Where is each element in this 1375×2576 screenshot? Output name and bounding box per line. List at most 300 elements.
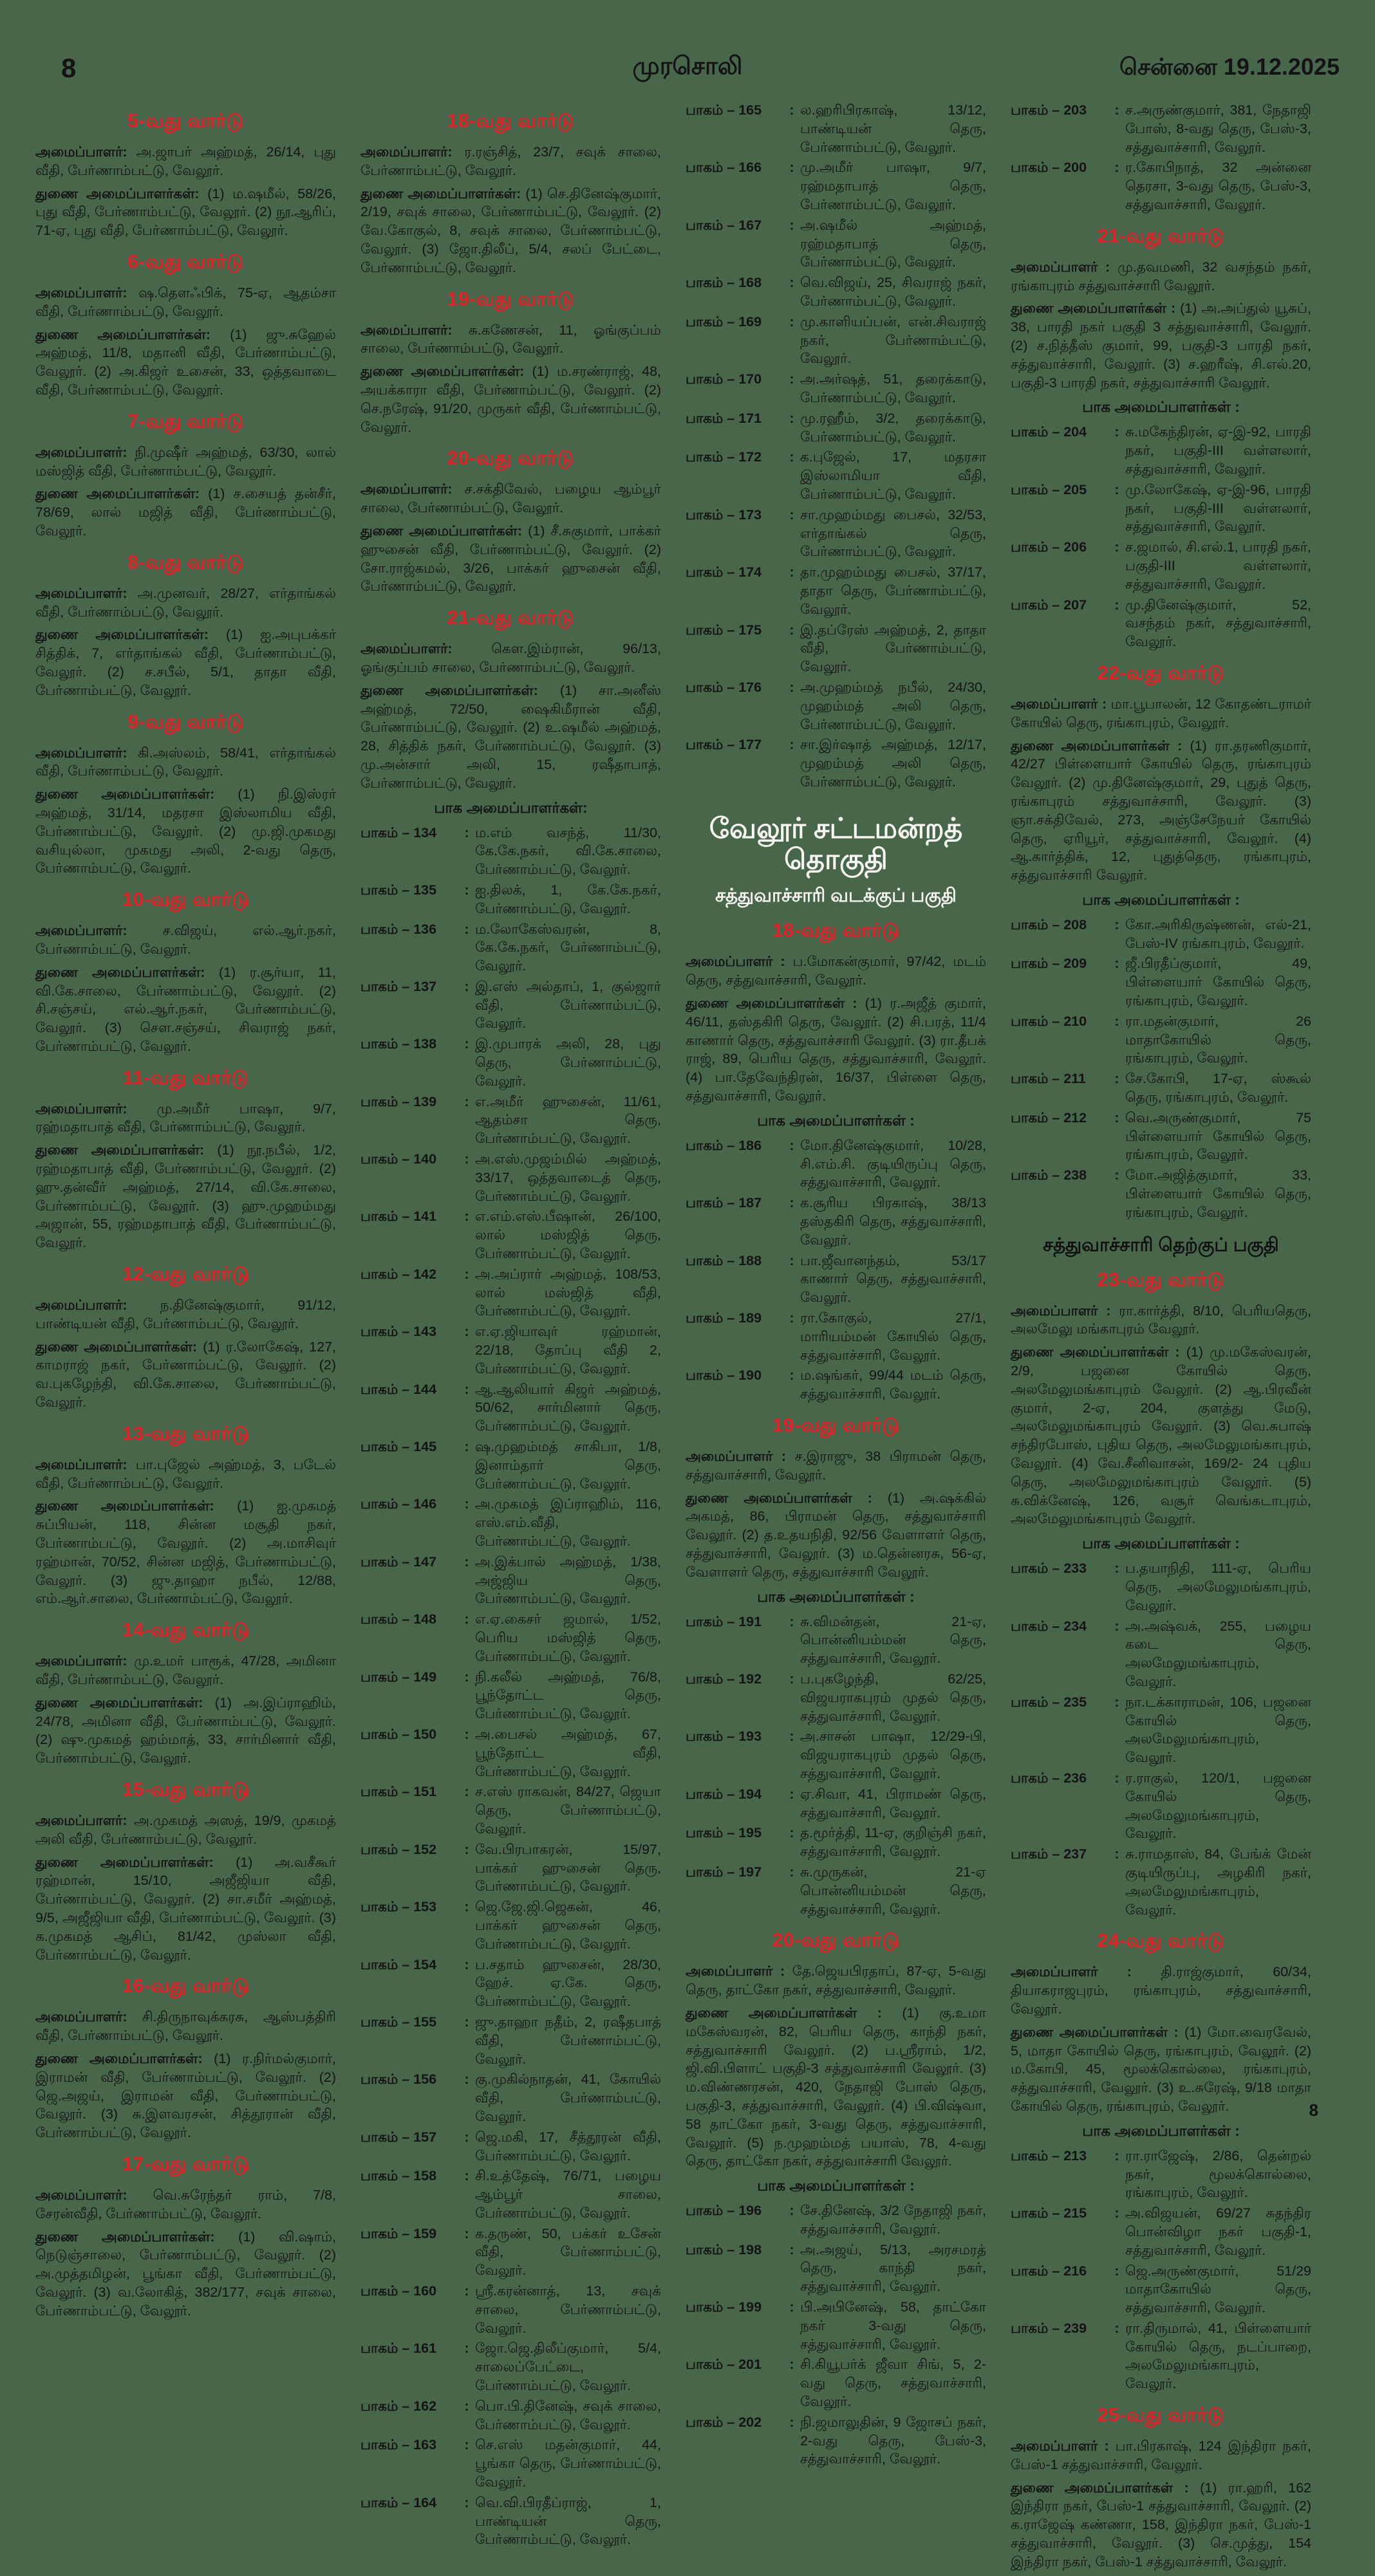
part-colon: :: [789, 1864, 794, 1880]
organizer-label: துணை அமைப்பாளர்கள் :: [1011, 737, 1190, 754]
organizer-paragraph: அமைப்பாளர் : ப.மோகன்குமார், 97/42, மடம் தெரு, சத்துவாச்சாரி, வேலூர்.: [686, 954, 987, 988]
organizer-label: துணை அமைப்பாளர்கள்:: [35, 185, 208, 201]
part-entry: [686, 1194, 986, 1249]
organizer-label: அமைப்பாளர்:: [360, 641, 492, 657]
part-colon: :: [789, 2241, 794, 2257]
part-number: பாகம் – 165: [686, 102, 762, 118]
ward-heading: 23-வது வார்டு: [1097, 1269, 1225, 1291]
organizer-label: துணை அமைப்பாளர்கள்:: [35, 1854, 236, 1870]
ward-heading: 21-வது வார்டு: [447, 607, 575, 629]
organizer-label: அமைப்பாளர்:: [35, 1297, 160, 1313]
part-colon: :: [464, 2398, 469, 2414]
organizer-label: அமைப்பாளர்:: [35, 1100, 157, 1117]
part-number: பாகம் – 195: [686, 1825, 762, 1841]
organizer-label: துணை அமைப்பாளர்கள்:: [360, 682, 560, 698]
organizer-label: அமைப்பாளர்:: [35, 144, 136, 160]
ward-heading: 19-வது வார்டு: [447, 288, 575, 310]
part-colon: :: [1114, 1618, 1119, 1634]
part-text: அ.அஜய், 5/13, அரசமரத் தெரு, காந்தி நகர், சத்துவாச்சாரி, வேலூர்.: [800, 2241, 986, 2295]
part-number: பாகம் – 212: [1011, 1109, 1087, 1126]
part-colon: :: [464, 1439, 469, 1455]
part-colon: :: [789, 1671, 794, 1687]
region-subtitle-north: சத்துவாச்சாரி வடக்குப் பகுதி: [715, 885, 957, 907]
part-text: ஆ.ஆலியார் கிஜர் அஹ்மத், 50/62, சார்மினார் தெரு, பேர்ணாம்பட்டு, வேலூர்.: [475, 1381, 661, 1434]
organizer-label: அமைப்பாளர் :: [1011, 696, 1111, 712]
part-entry: [686, 2241, 986, 2296]
part-colon: :: [1114, 1846, 1119, 1862]
ward-heading: 24-வது வார்டு: [1097, 1931, 1225, 1952]
part-text: மு.ரஹீம், 3/2, தரைக்காடு, பேர்ணாம்பட்டு, வேலூர்.: [800, 410, 986, 445]
part-entry: [360, 1207, 661, 1263]
part-entry: [686, 563, 986, 618]
part-colon: :: [464, 1784, 469, 1800]
part-colon: :: [789, 737, 794, 753]
part-number: பாகம் – 194: [686, 1786, 762, 1802]
ward-heading: 18-வது வார்டு: [772, 920, 900, 942]
organizer-paragraph: துணை அமைப்பாளர்கள்: (1) நி.இஸ்ரர் அஹ்மத், 31/14, மதரசா இஸ்லாமிய வீதி, பேர்ணாம்பட்டு, வேலூர். (2) மு.ஜி.முகமது வசியுல்லா, முகமது அலி, 2-வது தெரு, பேர்ணாம்பட்டு, வேலூர்.: [35, 786, 336, 876]
organizer-paragraph: துணை அமைப்பாளர்கள் : (1) அ.அப்துல் யூசுப், 38, பாரதி நகர் பகுதி 3 சத்துவாச்சாரி, வேலூர். (2) ச.நித்தீஸ் குமார், 99, பகுதி-3 பாரதி நகர், சத்துவாச்சாரி, வேலூர். (3) ச.ஹரீஷ், சி.எல்.20, பகுதி-3 பாரதி நகர், சத்துவாச்சாரி வேலூர்.: [1011, 301, 1311, 391]
part-entry: [360, 881, 661, 918]
part-text: எ.எம்.எஸ்.பீஷான், 26/100, லால் மஸ்ஜித் தெரு, பேர்ணாம்பட்டு, வேலூர்.: [475, 1209, 661, 1262]
part-colon: :: [1114, 102, 1119, 118]
organizer-label: அமைப்பாளர் :: [686, 954, 793, 970]
part-number: பாகம் – 197: [686, 1864, 762, 1880]
part-text: ஸ்ரீ.கரன்னாத், 13, சவுக் சாலை, பேர்ணாம்பட்டு, வேலூர்.: [475, 2283, 661, 2336]
part-entry: [1011, 954, 1311, 1010]
organizer-label: துணை அமைப்பாளர்கள்:: [35, 964, 219, 980]
organizer-label: துணை அமைப்பாளர்கள்:: [35, 786, 238, 802]
organizer-paragraph: துணை அமைப்பாளர்கள் : (1) மு.மகேஸ்வரன், 2/9, பஜனை கோயில் தெரு, அலமேலுமங்காபுரம் வேலூர். (2) ஆ.பிரவீன் குமார், 2-ஏ, 204, குளத்து மேடு, அலமேலுமங்காபுரம் வேலூர். (3) வெ.சுபாஷ் சந்திரபோஸ், புதிய தெரு, அலமேலுமங்காபுரம், வேலூர். (4) வே.சீனிவாசன், 169/2- 24 புதிய தெரு, அலமேலுமங்காபுரம் வேலூர். (5) சு.விக்னேஷ், 126, வசூர் வெங்கடாபுரம், அலமேலுமங்காபுரம் வேலூர்.: [1011, 1344, 1311, 1527]
ward-heading: 12-வது வார்டு: [122, 1264, 250, 1286]
part-text: நா.டக்காராமன், 106, பஜனை கோயில் தெரு, அலமேலுமங்காபுரம், வேலூர்.: [1125, 1694, 1311, 1766]
organizer-label: துணை அமைப்பாளர்கள்:: [35, 1142, 218, 1158]
part-entry: [686, 1727, 986, 1783]
part-number: பாகம் – 142: [360, 1266, 437, 1282]
part-entry: [360, 1495, 661, 1550]
part-entry: [360, 2070, 661, 2126]
part-number: பாகம் – 198: [686, 2241, 762, 2257]
part-colon: :: [464, 1209, 469, 1225]
part-text: ரா.ராஜேஷ், 2/86, தென்றல் நகர், மூலக்கொல்லை, ரங்காபுரம், வேலூர்.: [1125, 2147, 1311, 2201]
part-number: பாகம் – 216: [1011, 2263, 1087, 2279]
part-text: எ.ஏ.ஜியாவுர் ரஹ்மான், 22/18, தோப்பு வீதி 2, பேர்ணாம்பட்டு, வேலூர்.: [475, 1324, 661, 1376]
part-colon: :: [789, 1825, 794, 1841]
part-text: அ.அஷ்வக், 255, பழைய கடை தெரு, அலமேலுமங்காபுரம், வேலூர்.: [1125, 1618, 1311, 1689]
part-text: அ.முகமத் இப்ராஹிம், 116, எஸ்.எம்.வீதி, பேர்ணாம்பட்டு, வேலூர்.: [475, 1496, 661, 1549]
part-text: சி.உத்தேஷ், 76/71, பழைய ஆம்பூர் சாலை, பேர்ணாம்பட்டு, வேலூர்.: [475, 2168, 661, 2221]
organizer-label: அமைப்பாளர் :: [1011, 1302, 1119, 1319]
part-text: அ.முஹம்மத் நபீல், 24/30, முஹம்மத் அலி தெரு, பேர்ணாம்பட்டு, வேலூர்.: [800, 679, 986, 732]
part-colon: :: [464, 1899, 469, 1915]
part-entry: [360, 978, 661, 1033]
part-colon: :: [464, 2437, 469, 2453]
part-colon: :: [1114, 539, 1119, 555]
column-4: [1011, 99, 1311, 2576]
organizer-paragraph: துணை அமைப்பாளர்கள்: (1) நூ.நபீல், 1/2, ரஹ்மதாபாத் வீதி, பேர்ணாம்பட்டு, வேலூர். (2) ஹு.தன்வீர் அஹ்மத், 27/14, வி.கே.சாலை, பேர்ணாம்பட்டு, வேலூர். (3) ஹு.முஹம்மது அஜான், 55, ரஹ்மதாபாத் வீதி, பேர்ணாம்பட்டு, வேலூர்.: [35, 1142, 337, 1251]
organizer-paragraph: அமைப்பாளர் : பா.பிரகாஷ், 124 இந்திரா நகர், பேஸ்-1 சத்துவாச்சாரி, வேலூர்.: [1011, 2438, 1312, 2472]
part-number: பாகம் – 207: [1011, 597, 1087, 613]
ward-heading: 18-வது வார்டு: [447, 111, 575, 132]
part-text: மு.காளியப்பன், என்.சிவராஜ் நகர், பேர்ணாம்பட்டு, வேலூர்.: [800, 313, 986, 367]
part-number: பாகம் – 136: [360, 921, 437, 937]
organizer-label: அமைப்பாளர்:: [35, 745, 138, 761]
part-number: பாகம் – 189: [686, 1310, 762, 1326]
organizer-label: துணை அமைப்பாளர்கள்:: [35, 2229, 239, 2245]
part-colon: :: [789, 1367, 794, 1384]
organizer-label: துணை அமைப்பாளர்கள் :: [1011, 2024, 1184, 2040]
part-entry: [1011, 481, 1311, 536]
part-text: இ.முபாரக் அலி, 28, புது தெரு, பேர்ணாம்பட்டு, வேலூர்.: [475, 1036, 661, 1089]
organizer-label: அமைப்பாளர்:: [35, 585, 138, 601]
part-colon: :: [789, 1613, 794, 1629]
organizer-label: அமைப்பாளர் :: [1011, 1964, 1161, 1980]
ward-heading: 6-வது வார்டு: [127, 251, 244, 273]
organizer-paragraph: அமைப்பாளர்: அ.முனவர், 28/27, எர்தாங்கல் வீதி, பேர்ணாம்பட்டு, வேலூர்.: [35, 585, 336, 620]
part-number: பாகம் – 236: [1011, 1770, 1087, 1786]
part-number: பாகம் – 235: [1011, 1694, 1087, 1710]
part-text: இ.தப்ரேஸ் அஹ்மத், 2, தாதா வீதி, பேர்ணாம்பட்டு, வேலூர்.: [800, 622, 986, 675]
part-number: பாகம் – 153: [360, 1899, 437, 1915]
part-text: அ.அப்ரார் அஹ்மத், 108/53, லால் மஸ்ஜித் வீதி, பேர்ணாம்பட்டு, வேலூர்.: [475, 1266, 661, 1319]
part-entry: [360, 1783, 661, 1838]
part-entry: [1011, 1166, 1311, 1221]
part-colon: :: [1114, 1071, 1119, 1087]
organizer-paragraph: துணை அமைப்பாளர்கள்: (1) வி.ஷாம், நெடுஞ்சாலை, பேர்ணாம்பட்டு, வேலூர். (2) அ.முத்தமிழன், பூங்கா வீதி, பேர்ணாம்பட்டு, வேலூர். (3) வ.லோகித், 382/177, சவுக் சாலை, பேர்ணாம்பட்டு, வேலூர்.: [35, 2229, 336, 2319]
part-colon: :: [1114, 1770, 1119, 1786]
part-text: சு.ராமதாஸ், 84, பேங்க் மேன் குடியிருப்பு, அழகிரி நகர், அலமேலுமங்காபுரம், வேலூர்.: [1125, 1846, 1311, 1918]
part-text: அ.ஷமீல் அஹ்மத், ரஹ்மதாபாத் தெரு, பேர்ணாம்பட்டு, வேலூர்.: [800, 217, 986, 270]
region-subtitle-south: சத்துவாச்சாரி தெற்குப் பகுதி: [1043, 1234, 1279, 1256]
part-text: எ.ஏ.கைசர் ஜமால், 1/52, பெரிய மஸ்ஜித் தெரு, பேர்ணாம்பட்டு, வேலூர்.: [475, 1611, 661, 1664]
organizer-label: அமைப்பாளர் :: [1011, 2438, 1116, 2454]
part-colon: :: [789, 1310, 794, 1326]
part-number: பாகம் – 238: [1011, 1167, 1087, 1183]
organizer-label: துணை அமைப்பாளர்கள்:: [35, 1694, 215, 1710]
part-number: பாகம் – 147: [360, 1553, 437, 1570]
part-organizers-heading: பாக அமைப்பாளர்கள் :: [757, 1588, 915, 1605]
part-entry: [360, 1093, 661, 1148]
part-text: சி.கியூபர்க் ஜீவா சிங், 5, 2-வது தெரு, சத்துவாச்சாரி, வேலூர்.: [800, 2357, 986, 2410]
part-text: பொ.பி.தினேஷ், சவுக் சாலை, பேர்ணாம்பட்டு, வேலூர்.: [475, 2398, 661, 2432]
part-colon: :: [1114, 916, 1119, 932]
organizer-label: துணை அமைப்பாளர்கள்:: [35, 1339, 203, 1355]
part-colon: :: [464, 1036, 469, 1052]
part-text: நி.கலீல் அஹ்மத், 76/8, பூந்தோட்ட தெரு, பேர்ணாம்பட்டு, வேலூர்.: [475, 1669, 661, 1722]
part-text: அ.விஜயன், 69/27 சுதந்திர பொன்விழா நகர் பகுதி-1, சத்துவாச்சாரி, வேலூர்.: [1125, 2205, 1311, 2258]
part-entry: [686, 2201, 986, 2239]
part-colon: :: [464, 2129, 469, 2145]
columns: [0, 95, 1375, 2576]
part-entry: [360, 824, 661, 879]
part-entry: [686, 1670, 986, 1725]
part-number: பாகம் – 187: [686, 1195, 762, 1211]
organizer-label: அமைப்பாளர்:: [35, 2187, 153, 2203]
part-entry: [1011, 1845, 1311, 1919]
organizer-label: துணை அமைப்பாளர்கள் :: [686, 996, 865, 1012]
part-number: பாகம் – 154: [360, 1956, 437, 1972]
organizer-paragraph: அமைப்பாளர்: பா.புஜேல் அஹ்மத், 3, படேல் வீதி, பேர்ணாம்பட்டு, வேலூர்.: [35, 1456, 337, 1491]
organizer-paragraph: அமைப்பாளர்: நி.முஷீர் அஹ்மத், 63/30, லால் மஸ்ஜித் வீதி, பேர்ணாம்பட்டு, வேலூர்.: [35, 444, 336, 479]
part-number: பாகம் – 191: [686, 1613, 762, 1629]
ward-heading: 9-வது வார்டு: [127, 711, 244, 733]
part-entry: [360, 1610, 661, 1665]
part-entry: [686, 1613, 986, 1668]
ward-heading: 19-வது வார்டு: [772, 1415, 900, 1436]
part-text: மோ.தினேஷ்குமார், 10/28, சி.எம்.சி. குடியிருப்பு தெரு, சத்துவாச்சாரி, வேலூர்.: [800, 1137, 986, 1191]
part-entry: [360, 1725, 661, 1781]
part-text: அ.சாசன் பாஷா, 12/29-பி, விஜயராகபுரம் முதல் தெரு, சத்துவாச்சாரி, வேலூர்.: [800, 1728, 986, 1781]
part-number: பாகம் – 190: [686, 1367, 762, 1384]
part-organizers-heading: பாக அமைப்பாளர்கள் :: [1082, 398, 1240, 416]
part-entry: [686, 313, 986, 368]
part-entry: [686, 506, 986, 561]
part-text: ப.தயாநிதி, 111-ஏ, பெரிய தெரு, அலமேலுமங்காபுரம், வேலூர்.: [1125, 1561, 1311, 1613]
organizer-paragraph: துணை அமைப்பாளர்கள்: (1) ர.நிர்மல்குமார், இராமன் வீதி, பேர்ணாம்பட்டு, வேலூர். (2) ஜெ.அஜய், இராமன் வீதி, பேர்ணாம்பட்டு, வேலூர். (3) சு.இளவரசன், சித்தூரான் வீதி, பேர்ணாம்பட்டு, வேலூர்.: [35, 2050, 336, 2141]
part-text: க.தருண், 50, பக்கர் உசேன் வீதி, பேர்ணாம்பட்டு, வேலூர்.: [475, 2225, 661, 2279]
part-entry: [360, 2128, 661, 2165]
part-colon: :: [464, 2340, 469, 2357]
page-number: 8: [61, 53, 77, 83]
part-number: பாகம் – 139: [360, 1093, 437, 1109]
part-text: கோ.அரிகிருஷ்ணன், எல்-21, பேஸ்-IV ரங்காபுரம், வேலூர்.: [1125, 916, 1311, 951]
part-text: தா.முஹம்மது பைசல், 37/17, தாதா தெரு, பேர்ணாம்பட்டு, வேலூர்.: [800, 564, 986, 617]
ward-heading: 25-வது வார்டு: [1097, 2405, 1225, 2427]
part-number: பாகம் – 140: [360, 1151, 437, 1167]
part-number: பாகம் – 200: [1011, 160, 1087, 176]
ward-heading: 13-வது வார்டு: [122, 1423, 250, 1445]
part-number: பாகம் – 137: [360, 978, 437, 994]
organizer-paragraph: துணை அமைப்பாளர்கள்: (1) அ.வசீகூர் ரஹ்மான், 15/10, அஜீஜியா வீதி, பேர்ணாம்பட்டு, வேலூர். (2) சா.சமீர் அஹ்மத், 9/5, அஜீஜியா வீதி, பேர்ணாம்பட்டு, வேலூர். (3) க.முகமத் ஆசிப், 81/42, முஸ்லா வீதி, பேர்ணாம்பட்டு, வேலூர்.: [35, 1854, 336, 1963]
part-number: பாகம் – 206: [1011, 539, 1087, 555]
part-entry: [1011, 1012, 1311, 1068]
part-colon: :: [464, 824, 469, 840]
part-text: க.புஜேல், 17, மதரசா இஸ்லாமியா வீதி, பேர்ணாம்பட்டு, வேலூர்.: [800, 449, 986, 502]
part-colon: :: [789, 1137, 794, 1153]
part-entry: [686, 1863, 986, 1918]
part-entry: [1011, 2147, 1311, 2202]
part-entry: [686, 1366, 986, 1404]
organizer-paragraph: துணை அமைப்பாளர்கள் : (1) ர.அஜீத் குமார், 46/11, தஸ்தகிரி தெரு, வேலூர். (2) சி.பரத், 11/4 காணார் தெரு, சத்துவாச்சாரி வேலூர். (3) ரா.தீபக் ராஜ், 89, பெரிய தெரு, சத்துவாச்சாரி, வேலூர். (4) பா.தேவேந்திரன், 16/37, பிள்ளை தெரு, சத்துவாச்சாரி, வேலூர்.: [686, 996, 986, 1104]
part-text: சு.முருகன், 21-ஏ பொன்னியம்மன் தெரு, சத்துவாச்சாரி, வேலூர்.: [800, 1864, 986, 1917]
organizer-label: அமைப்பாளர்:: [35, 2009, 142, 2025]
part-text: ர.கோபிநாத், 32 அன்னை தெரசா, 3-வது தெரு, பேஸ்-3, சத்துவாச்சாரி, வேலூர்.: [1125, 160, 1311, 212]
part-colon: :: [1114, 1561, 1119, 1577]
part-entry: [360, 2339, 661, 2395]
part-colon: :: [464, 2283, 469, 2299]
organizer-paragraph: துணை அமைப்பாளர்கள் : (1) மோ.வைரவேல், 5, மாதா கோயில் தெரு, ரங்காபுரம், வேலூர். (2) ம.கோபி, 45, மூலக்கொல்லை, ரங்காபுரம், சத்துவாச்சாரி, வேலூர். (3) உ.சுரேஷ், 9/18 மாதா கோயில் தெரு, ரங்காபுரம், வேலூர்.: [1011, 2024, 1312, 2114]
organizer-paragraph: துணை அமைப்பாளர்கள்: (1) ம.ஷமீல், 58/26, புது வீதி, பேர்ணாம்பட்டு, வேலூர். (2) நூ.ஆரிப், 71-ஏ, புது வீதி, பேர்ணாம்பட்டு, வேலூர்.: [35, 185, 336, 239]
organizer-paragraph: அமைப்பாளர்: ர.ரஞ்சித், 23/7, சவுக் சாலை, பேர்ணாம்பட்டு, வேலூர்.: [360, 144, 661, 178]
organizer-paragraph: அமைப்பாளர் : ச.இராஜு, 38 பிராமன் தெரு, சத்துவாச்சாரி, வேலூர்.: [686, 1449, 986, 1483]
part-number: பாகம் – 203: [1011, 102, 1087, 118]
part-organizers-heading: பாக அமைப்பாளர்கள் :: [757, 2177, 915, 2194]
part-text: இ.எஸ் அல்தாப், 1, குல்ஜார் வீதி, பேர்ணாம்பட்டு, வேலூர்.: [475, 978, 661, 1032]
part-colon: :: [789, 2414, 794, 2430]
part-number: பாகம் – 192: [686, 1671, 762, 1687]
constituency-title: வேலூர் சட்டமன்றத் தொகுதி: [709, 812, 963, 876]
organizer-paragraph: துணை அமைப்பாளர்கள்: (1) ம.சரண்ராஜ், 48, அயக்காரா வீதி, பேர்ணாம்பட்டு, வேலூர். (2) செ.நரேஷ், 91/20, முருகர் வீதி, பேர்ணாம்பட்டு, வேலூர்.: [360, 364, 662, 435]
organizer-paragraph: அமைப்பாளர்: மு.அமீர் பாஷா, 9/7, ரஹ்மதாபாத் வீதி, பேர்ணாம்பட்டு, வேலூர்.: [35, 1100, 336, 1135]
part-entry: [686, 1252, 986, 1307]
footer-page-number: 8: [1309, 2100, 1318, 2120]
part-organizers-heading: பாக அமைப்பாளர்கள் :: [1082, 891, 1240, 908]
organizer-paragraph: துணை அமைப்பாளர்கள்: (1) செ.தினேஷ்குமார், 2/19, சவுக் சாலை, பேர்ணாம்பட்டு, வேலூர். (2) வே.கோகுல், 8, சவுக் சாலை, பேர்ணாம்பட்டு, வேலூர். (3) ஜோ.திலீப், 5/4, சலப் பேட்டை, பேர்ணாம்பட்டு, வேலூர்.: [360, 185, 661, 275]
part-text: ஜு.தாஹா நதீம், 2, ரஷீதபாத் வீதி, பேர்ணாம்பட்டு, வேலூர்.: [475, 2014, 661, 2067]
organizer-paragraph: அமைப்பாளர்: அ.முகமத் அஸத், 19/9, முகமத் அலி வீதி, பேர்ணாம்பட்டு, வேலூர்.: [35, 1813, 336, 1847]
part-entry: [360, 1840, 661, 1896]
part-colon: :: [1114, 2147, 1119, 2164]
column-3: [686, 99, 986, 2470]
part-colon: :: [464, 1669, 469, 1685]
part-text: ப.புகழேந்தி, 62/25, விஜயராகபுரம் முதல் தெரு, சத்துவாச்சாரி, வேலூர்.: [800, 1671, 986, 1724]
part-colon: :: [789, 1728, 794, 1745]
part-text: ஜெ.அருண்குமார், 51/29 மாதாகோயில் தெரு, சத்துவாச்சாரி, வேலூர்.: [1125, 2263, 1311, 2316]
part-text: ச.ஜமால், சி.எல்.1, பாரதி நகர், பகுதி-III வள்ளலார், சத்துவாச்சாரி, வேலூர்.: [1125, 539, 1311, 592]
part-colon: :: [789, 371, 794, 387]
organizer-label: துணை அமைப்பாளர்கள் :: [686, 1490, 888, 1506]
part-number: பாகம் – 201: [686, 2357, 762, 2373]
organizer-label: துணை அமைப்பாளர்கள்:: [35, 486, 209, 502]
part-entry: [686, 1309, 986, 1364]
part-number: பாகம் – 171: [686, 410, 762, 426]
part-entry: [686, 678, 986, 734]
part-entry: [1011, 101, 1311, 156]
part-entry: [360, 2282, 661, 2337]
part-number: பாகம் – 202: [686, 2414, 762, 2430]
organizer-paragraph: துணை அமைப்பாளர்கள்: (1) ஐ.முகமத் சுப்பியன், 118, சின்ன மசூதி நகர், பேர்ணாம்பட்டு, வேலூர். (2) அ.மாசிவுர் ரஹ்மான், 70/52, சின்ன மஜித், பேர்ணாம்பட்டு, வேலூர். (3) ஜு.தாஹா நபீல், 12/88, எம்.ஆர்.சாலை, பேர்ணாம்பட்டு, வேலூர்.: [35, 1498, 336, 1607]
part-colon: :: [789, 1195, 794, 1211]
part-entry: [360, 2494, 661, 2549]
part-number: பாகம் – 166: [686, 160, 762, 176]
part-entry: [360, 1380, 661, 1436]
part-colon: :: [464, 1956, 469, 1972]
part-colon: :: [1114, 1013, 1119, 1029]
ward-heading: 20-வது வார்டு: [772, 1930, 900, 1952]
part-colon: :: [789, 1786, 794, 1802]
part-colon: :: [789, 2299, 794, 2315]
ward-heading: 8-வது வார்டு: [127, 551, 244, 573]
part-number: பாகம் – 234: [1011, 1618, 1087, 1634]
part-number: பாகம் – 168: [686, 275, 762, 291]
part-number: பாகம் – 208: [1011, 916, 1087, 932]
part-colon: :: [464, 1553, 469, 1570]
part-colon: :: [789, 410, 794, 426]
part-colon: :: [464, 1093, 469, 1109]
part-text: அ.பைசல் அஹ்மத், 67, பூந்தோட்ட வீதி, பேர்ணாம்பட்டு, வேலூர்.: [475, 1726, 661, 1779]
part-number: பாகம் – 167: [686, 217, 762, 233]
part-text: ரா.கோகுல், 27/1, மாரியம்மன் கோயில் தெரு, சத்துவாச்சாரி, வேலூர்.: [800, 1310, 986, 1363]
part-number: பாகம் – 141: [360, 1209, 437, 1225]
part-text: எ.அமீர் ஹுசைன், 11/61, ஆதம்சா தெரு, பேர்ணாம்பட்டு, வேலூர்.: [475, 1093, 661, 1147]
part-number: பாகம் – 196: [686, 2203, 762, 2219]
part-text: அ.எஸ்.முஜம்மில் அஹ்மத், 33/17, ஒத்தவாடைத் தெரு, பேர்ணாம்பட்டு, வேலூர்.: [475, 1151, 661, 1204]
part-entry: [686, 216, 986, 272]
part-entry: [360, 1898, 661, 1953]
part-entry: [1011, 2204, 1311, 2259]
part-entry: [686, 158, 986, 214]
part-colon: :: [464, 2168, 469, 2184]
organizer-label: அமைப்பாளர்:: [35, 284, 139, 301]
part-entry: [360, 920, 661, 976]
part-number: பாகம் – 159: [360, 2225, 437, 2241]
part-entry: [1011, 1070, 1311, 1107]
part-colon: :: [464, 978, 469, 994]
part-text: ம.எம் வசந்த், 11/30, கே.கே.நகர், வி.கே.சாலை, பேர்ணாம்பட்டு, வேலூர்.: [475, 824, 661, 878]
part-entry: [686, 736, 986, 791]
organizer-paragraph: துணை அமைப்பாளர்கள்: (1) ஐ.அபுபக்கர் சித்திக், 7, எர்தாங்கல் வீதி, பேர்ணாம்பட்டு, வேலூர். (2) ச.சபீல், 5/1, தாதா வீதி, பேர்ணாம்பட்டு, வேலூர்.: [35, 627, 336, 698]
part-entry: [1011, 423, 1311, 478]
organizer-paragraph: அமைப்பாளர்: ஷ.தௌஃபிக், 75-ஏ, ஆதம்சா வீதி, பேர்ணாம்பட்டு, வேலூர்.: [35, 284, 337, 319]
organizer-paragraph: அமைப்பாளர் : மு.தவமணி, 32 வசந்தம் நகர், ரங்காபுரம் சத்துவாச்சாரி வேலூர்.: [1011, 259, 1311, 293]
part-entry: [360, 1322, 661, 1378]
part-number: பாகம் – 143: [360, 1324, 437, 1340]
part-entry: [686, 1824, 986, 1861]
column-1: [35, 99, 336, 2325]
part-colon: :: [464, 1841, 469, 1857]
part-colon: :: [789, 217, 794, 233]
organizer-paragraph: துணை அமைப்பாளர்கள் : (1) அ.ஷக்கில் அகமத், 86, பிராமன் தெரு, சத்துவாச்சாரி வேலூர். (2) த.உதயநிதி, 92/56 வேளாளர் தெரு, சத்துவாச்சாரி, வேலூர். (3) ம.தென்னரசு, 56-ஏ, வேளாளர் தெரு, சத்துவாச்சாரி வேலூர்.: [686, 1490, 986, 1580]
part-text: கு.முகில்நாதன், 41, கோயில் வீதி, பேர்ணாம்பட்டு, வேலூர்.: [475, 2071, 661, 2124]
part-text: செ.எஸ் மதன்குமார், 44, பூங்கா தெரு, பேர்ணாம்பட்டு, வேலூர்.: [475, 2437, 661, 2490]
part-entry: [1011, 538, 1311, 593]
part-number: பாகம் – 162: [360, 2398, 437, 2414]
part-text: மோ.அஜித்குமார், 33, பிள்ளையார் கோயில் தெரு, ரங்காபுரம், வேலூர்.: [1125, 1167, 1311, 1220]
part-colon: :: [789, 622, 794, 638]
organizer-paragraph: துணை அமைப்பாளர்கள்: (1) ஜு.சுஹேல் அஹ்மத், 11/8, மதானி வீதி, பேர்ணாம்பட்டு, வேலூர். (2) அ.கிஜர் உசைன், 33, ஒத்தவாடை வீதி, பேர்ணாம்பட்டு, வேலூர்.: [35, 326, 337, 398]
part-number: பாகம் – 161: [360, 2340, 437, 2357]
part-colon: :: [1114, 2263, 1119, 2279]
part-entry: [360, 2013, 661, 2068]
organizer-paragraph: அமைப்பாளர்: ச.சக்திவேல், பழைய ஆம்பூர் சாலை, பேர்ணாம்பட்டு, வேலூர்.: [360, 481, 661, 516]
part-organizers-heading: பாக அமைப்பாளர்கள் :: [1082, 2122, 1240, 2139]
organizer-label: துணை அமைப்பாளர்கள்:: [35, 627, 226, 643]
part-number: பாகம் – 175: [686, 622, 762, 638]
organizer-paragraph: துணை அமைப்பாளர்கள்: (1) சா.அனீஸ் அஹ்மத், 72/50, ஷைகிமீரான் வீதி, பேர்ணாம்பட்டு, வேலூர். (2) உ.ஷமீல் அஹ்மத், 28, சித்திக் நகர், பேர்ணாம்பட்டு, வேலூர். (3) மு.அன்சார் அலி, 15, ரஷீதாபாத், பேர்ணாம்பட்டு, வேலூர்.: [360, 682, 662, 791]
part-entry: [686, 2298, 986, 2353]
organizer-label: துணை அமைப்பாளர்கள்:: [360, 364, 532, 380]
part-entry: [686, 621, 986, 676]
part-entry: [1011, 916, 1311, 953]
part-text: பா.ஜீவானந்தம், 53/17 காணார் தெரு, சத்துவாச்சாரி, வேலூர்.: [800, 1252, 986, 1306]
part-entry: [1011, 1559, 1311, 1615]
organizer-label: துணை அமைப்பாளர்கள்:: [360, 523, 528, 539]
part-number: பாகம் – 174: [686, 564, 762, 580]
part-number: பாகம் – 169: [686, 313, 762, 329]
part-entry: [686, 448, 986, 503]
part-entry: [686, 370, 986, 407]
part-number: பாகம் – 151: [360, 1784, 437, 1800]
part-colon: :: [789, 102, 794, 118]
part-colon: :: [464, 2014, 469, 2030]
organizer-paragraph: துணை அமைப்பாளர்கள்: (1) ர.லோகேஷ், 127, காமராஜ் நகர், பேர்ணாம்பட்டு, வேலூர். (2) வ.புகழேந்தி, வி.கே.சாலை, பேர்ணாம்பட்டு, வேலூர்.: [35, 1339, 336, 1411]
organizer-label: அமைப்பாளர்:: [35, 444, 135, 460]
part-colon: :: [464, 882, 469, 898]
part-number: பாகம் – 148: [360, 1611, 437, 1627]
part-text: வெ.வி.பிரதீப்ராஜ், 1, பாண்டியன் தெரு, பேர்ணாம்பட்டு, வேலூர்.: [475, 2494, 661, 2548]
part-text: த.மூர்த்தி, 11-ஏ, குறிஞ்சி நகர், சத்துவாச்சாரி, வேலூர்.: [800, 1825, 986, 1860]
part-text: க.சூரிய பிரகாஷ், 38/13 தஸ்தகிரி தெரு, சத்துவாச்சாரி, வேலூர்.: [800, 1195, 986, 1248]
part-number: பாகம் – 233: [1011, 1561, 1087, 1577]
organizer-label: துணை அமைப்பாளர்கள் :: [1011, 301, 1181, 317]
part-number: பாகம் – 155: [360, 2014, 437, 2030]
part-entry: [1011, 596, 1311, 651]
organizer-label: அமைப்பாளர்:: [360, 144, 465, 160]
part-entry: [1011, 1769, 1311, 1843]
organizer-paragraph: துணை அமைப்பாளர்கள்: (1) அ.இப்ராஹிம், 24/78, அமினா வீதி, பேர்ணாம்பட்டு, வேலூர். (2) ஷு.முகமத் ஹம்மாத், 33, சார்மினார் வீதி, பேர்ணாம்பட்டு, வேலூர்.: [35, 1694, 337, 1766]
newspaper-title: முரசொலி: [632, 53, 743, 80]
organizer-label: அமைப்பாளர்:: [35, 1456, 136, 1472]
ward-heading: 14-வது வார்டு: [122, 1620, 250, 1642]
